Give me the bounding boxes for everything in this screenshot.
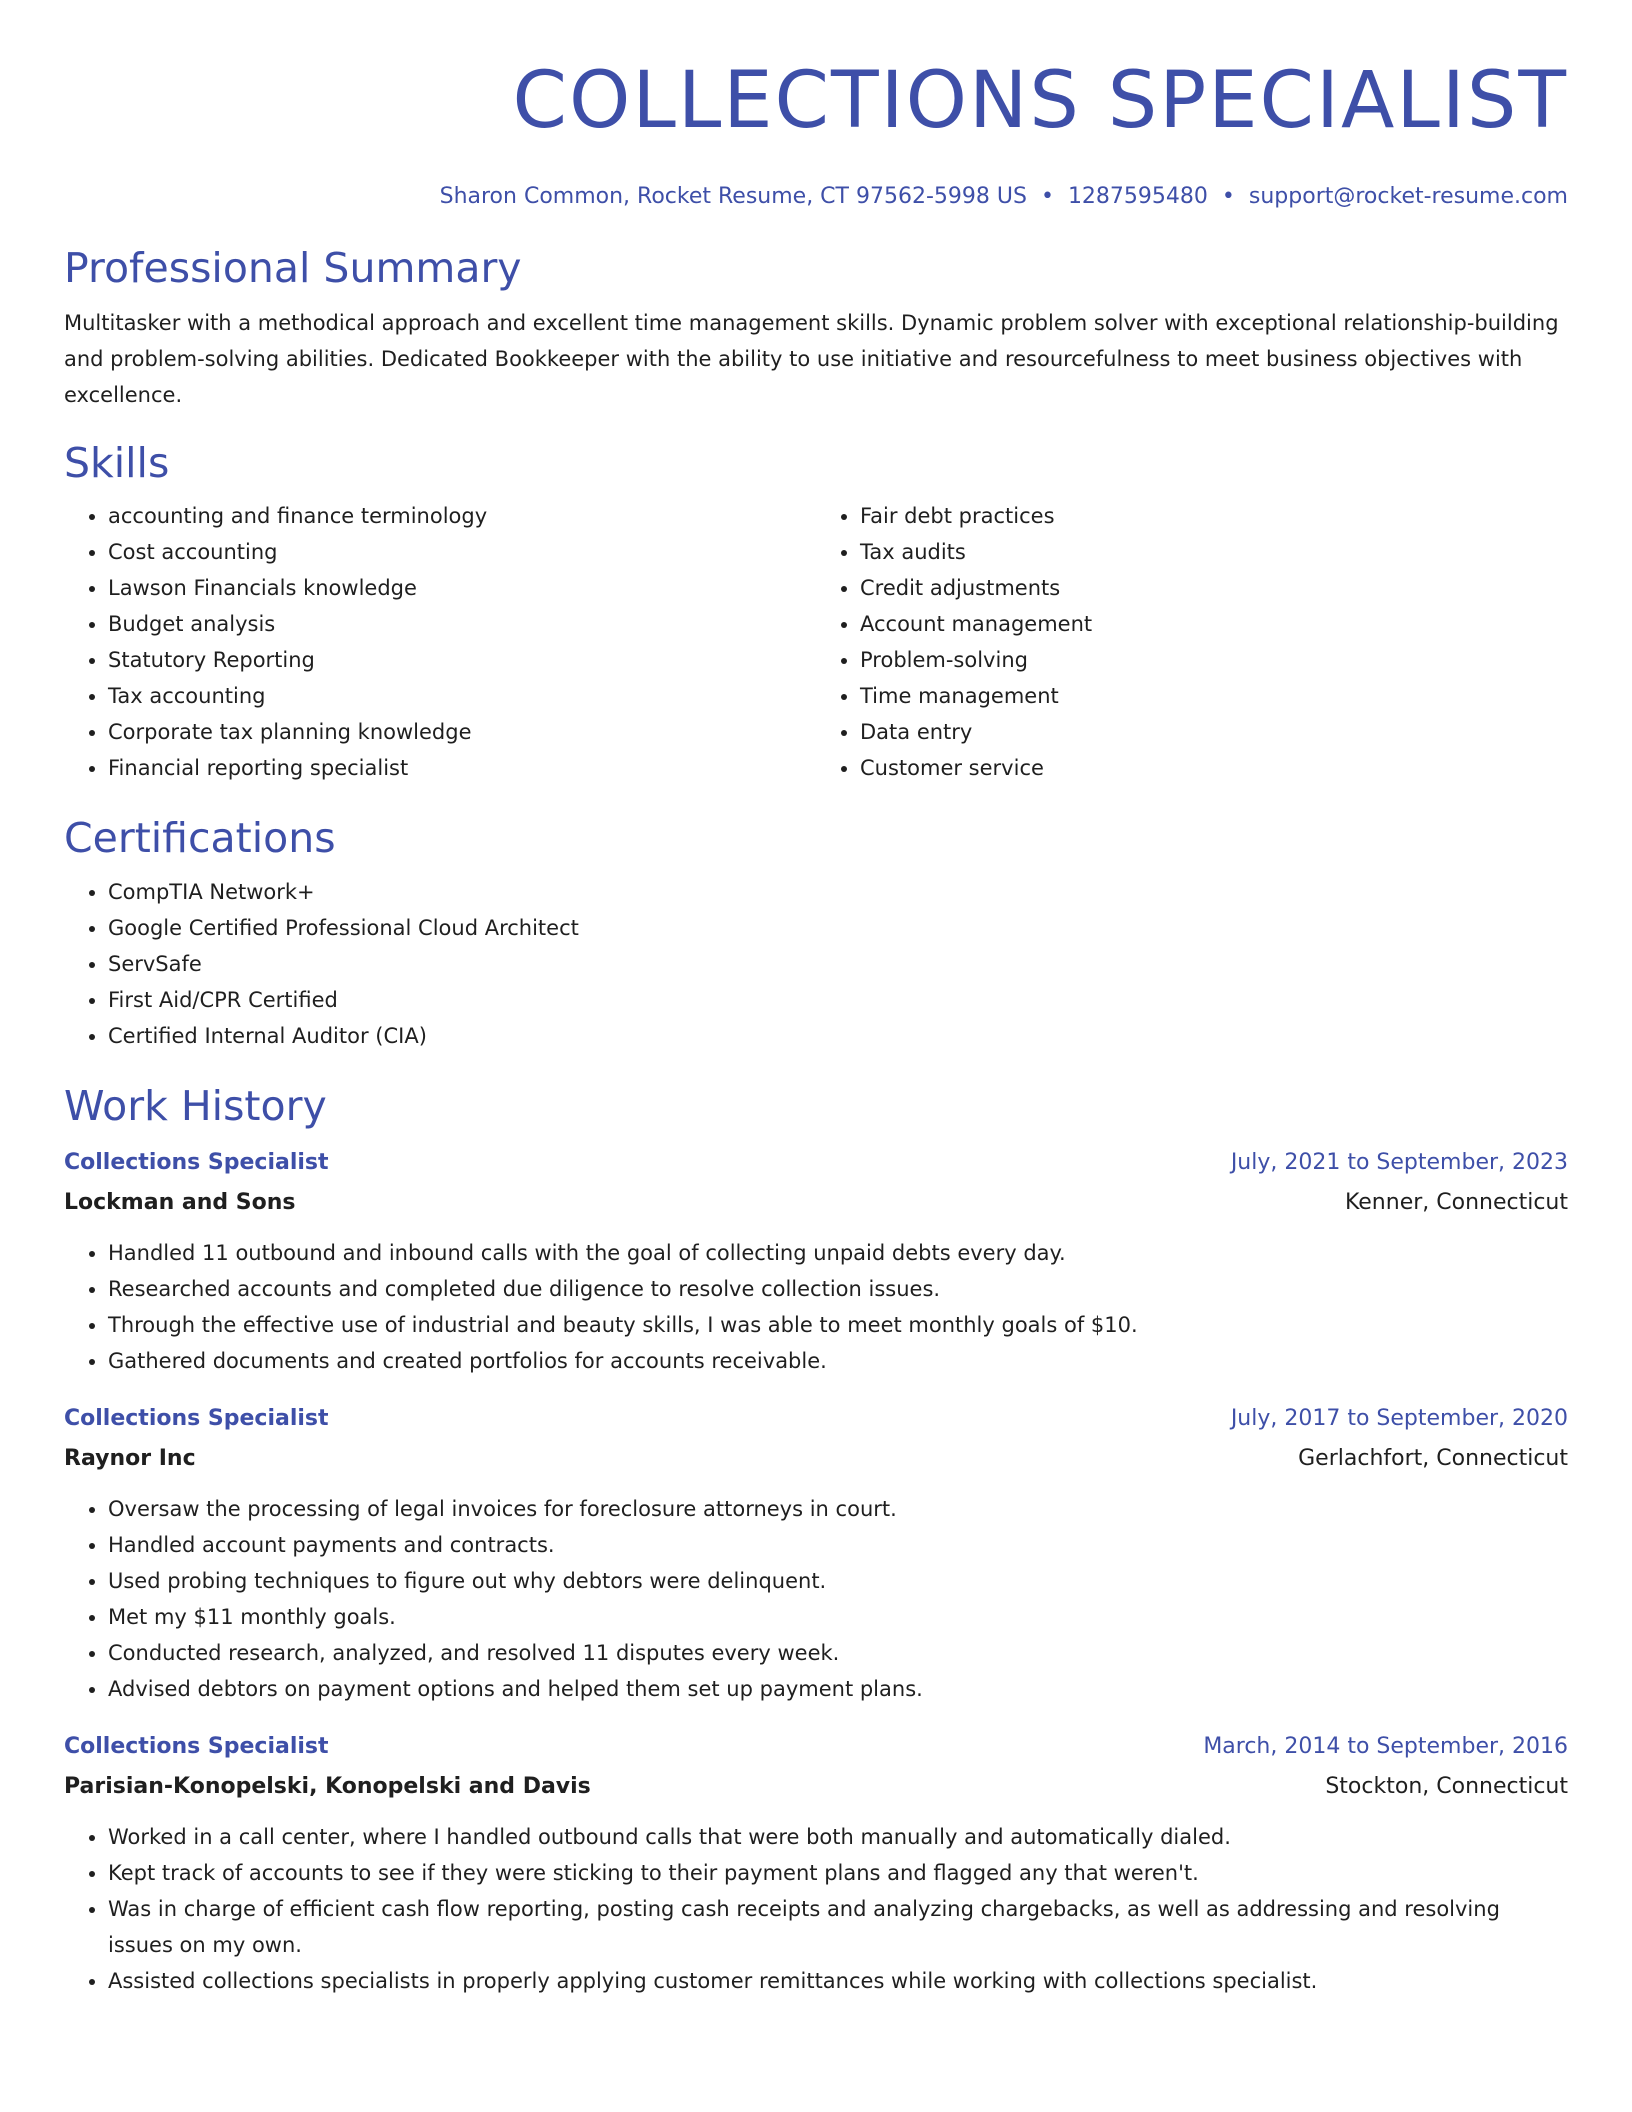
job-company: Parisian-Konopelski, Konopelski and Davis — [64, 1773, 591, 1799]
skill-item: • Credit adjustments — [860, 570, 1568, 606]
job-duty-item: • Researched accounts and completed due diligence to resolve collection issues. — [108, 1271, 1568, 1307]
certification-item: • ServSafe — [108, 946, 1568, 982]
skill-item: • Budget analysis — [108, 606, 816, 642]
skills-section — [64, 439, 1568, 786]
skills-columns — [64, 498, 1568, 786]
job-company-row — [64, 1183, 1568, 1223]
skills-heading: Skills — [64, 439, 170, 488]
job-title: Collections Specialist — [64, 1405, 329, 1431]
summary-text: Multitasker with a methodical approach and excellent time management skills. Dynamic problem solver with exceptional relationship-building and problem-solving abilities. Dedicated Bookkeeper with the ability to use initiative and resourcefulness to meet business objectives with excellence. — [64, 311, 1559, 408]
skill-item: • Problem-solving — [860, 642, 1568, 678]
job-dates: July, 2017 to September, 2020 — [1230, 1405, 1568, 1431]
certifications-list — [64, 874, 1568, 1054]
skills-list-left — [64, 498, 816, 786]
job-duty-item: • Oversaw the processing of legal invoices for foreclosure attorneys in court. — [108, 1491, 1568, 1527]
resume-title: COLLECTIONS SPECIALIST — [512, 56, 1568, 146]
skill-item: • Cost accounting — [108, 534, 816, 570]
skill-item: • Fair debt practices — [860, 498, 1568, 534]
job-company: Raynor Inc — [64, 1445, 196, 1471]
skill-item: • accounting and finance terminology — [108, 498, 816, 534]
skill-item: • Financial reporting specialist — [108, 750, 816, 786]
job-duties-list — [64, 1819, 1568, 1999]
job-title: Collections Specialist — [64, 1733, 329, 1759]
skills-list-right — [816, 498, 1568, 786]
job-entry — [64, 1399, 1568, 1707]
job-duties-list — [64, 1235, 1568, 1379]
certification-item: • Certified Internal Auditor (CIA) — [108, 1018, 1568, 1054]
job-duty-item: • Advised debtors on payment options and helped them set up payment plans. — [108, 1671, 1568, 1707]
job-duty-item: • Gathered documents and created portfolios for accounts receivable. — [108, 1343, 1568, 1379]
skill-item: • Time management — [860, 678, 1568, 714]
job-duty-item: • Through the effective use of industrial and beauty skills, I was able to meet monthly goals of $10. — [108, 1307, 1568, 1343]
job-title-row — [64, 1399, 1568, 1439]
certification-item: • Google Certified Professional Cloud Architect — [108, 910, 1568, 946]
job-duty-item: • Handled 11 outbound and inbound calls with the goal of collecting unpaid debts every day. — [108, 1235, 1568, 1271]
summary-section — [64, 244, 1568, 413]
skill-item: • Tax audits — [860, 534, 1568, 570]
contact-line — [64, 184, 1568, 212]
work-history-heading: Work History — [64, 1081, 327, 1130]
job-location: Gerlachfort, Connecticut — [1298, 1445, 1568, 1471]
skill-item: • Statutory Reporting — [108, 642, 816, 678]
certification-item: • First Aid/CPR Certified — [108, 982, 1568, 1018]
job-title: Collections Specialist — [64, 1149, 329, 1175]
job-duty-item: • Kept track of accounts to see if they were sticking to their payment plans and flagged any that weren't. — [108, 1855, 1568, 1891]
job-duty-item: • Conducted research, analyzed, and resolved 11 disputes every week. — [108, 1635, 1568, 1671]
job-duty-item: • Was in charge of efficient cash flow reporting, posting cash receipts and analyzing chargebacks, as well as addressing and resolving issues on my own. — [108, 1891, 1568, 1963]
certifications-section — [64, 814, 1568, 1053]
job-duty-item: • Worked in a call center, where I handled outbound calls that were both manually and automatically dialed. — [108, 1819, 1568, 1855]
work-history-section — [64, 1082, 1568, 1999]
contact-address: Sharon Common, Rocket Resume, CT 97562-5998 US — [439, 184, 1027, 209]
skill-item: • Corporate tax planning knowledge — [108, 714, 816, 750]
job-duty-item: • Assisted collections specialists in properly applying customer remittances while working with collections specialist. — [108, 1963, 1568, 1999]
job-company-row — [64, 1767, 1568, 1807]
skill-item: • Tax accounting — [108, 678, 816, 714]
skill-item: • Lawson Financials knowledge — [108, 570, 816, 606]
certification-item: • CompTIA Network+ — [108, 874, 1568, 910]
job-duty-item: • Handled account payments and contracts. — [108, 1527, 1568, 1563]
job-company: Lockman and Sons — [64, 1189, 296, 1215]
job-title-row — [64, 1143, 1568, 1183]
summary-heading: Professional Summary — [64, 244, 522, 292]
job-entry — [64, 1143, 1568, 1379]
job-list — [64, 1143, 1568, 1999]
job-location: Stockton, Connecticut — [1325, 1773, 1568, 1799]
contact-phone: 1287595480 — [1067, 184, 1208, 209]
contact-separator: • — [1040, 184, 1054, 209]
job-company-row — [64, 1439, 1568, 1479]
job-location: Kenner, Connecticut — [1344, 1189, 1568, 1215]
certifications-heading: Certifications — [64, 814, 336, 863]
skill-item: • Data entry — [860, 714, 1568, 750]
job-dates: July, 2021 to September, 2023 — [1230, 1149, 1568, 1175]
skill-item: • Account management — [860, 606, 1568, 642]
job-duties-list — [64, 1491, 1568, 1707]
skill-item: • Customer service — [860, 750, 1568, 786]
contact-separator: • — [1221, 184, 1235, 209]
contact-email[interactable]: support@rocket-resume.com — [1248, 184, 1568, 209]
job-duty-item: • Used probing techniques to figure out why debtors were delinquent. — [108, 1563, 1568, 1599]
job-entry — [64, 1727, 1568, 1999]
job-title-row — [64, 1727, 1568, 1767]
job-duty-item: • Met my $11 monthly goals. — [108, 1599, 1568, 1635]
job-dates: March, 2014 to September, 2016 — [1203, 1733, 1568, 1759]
